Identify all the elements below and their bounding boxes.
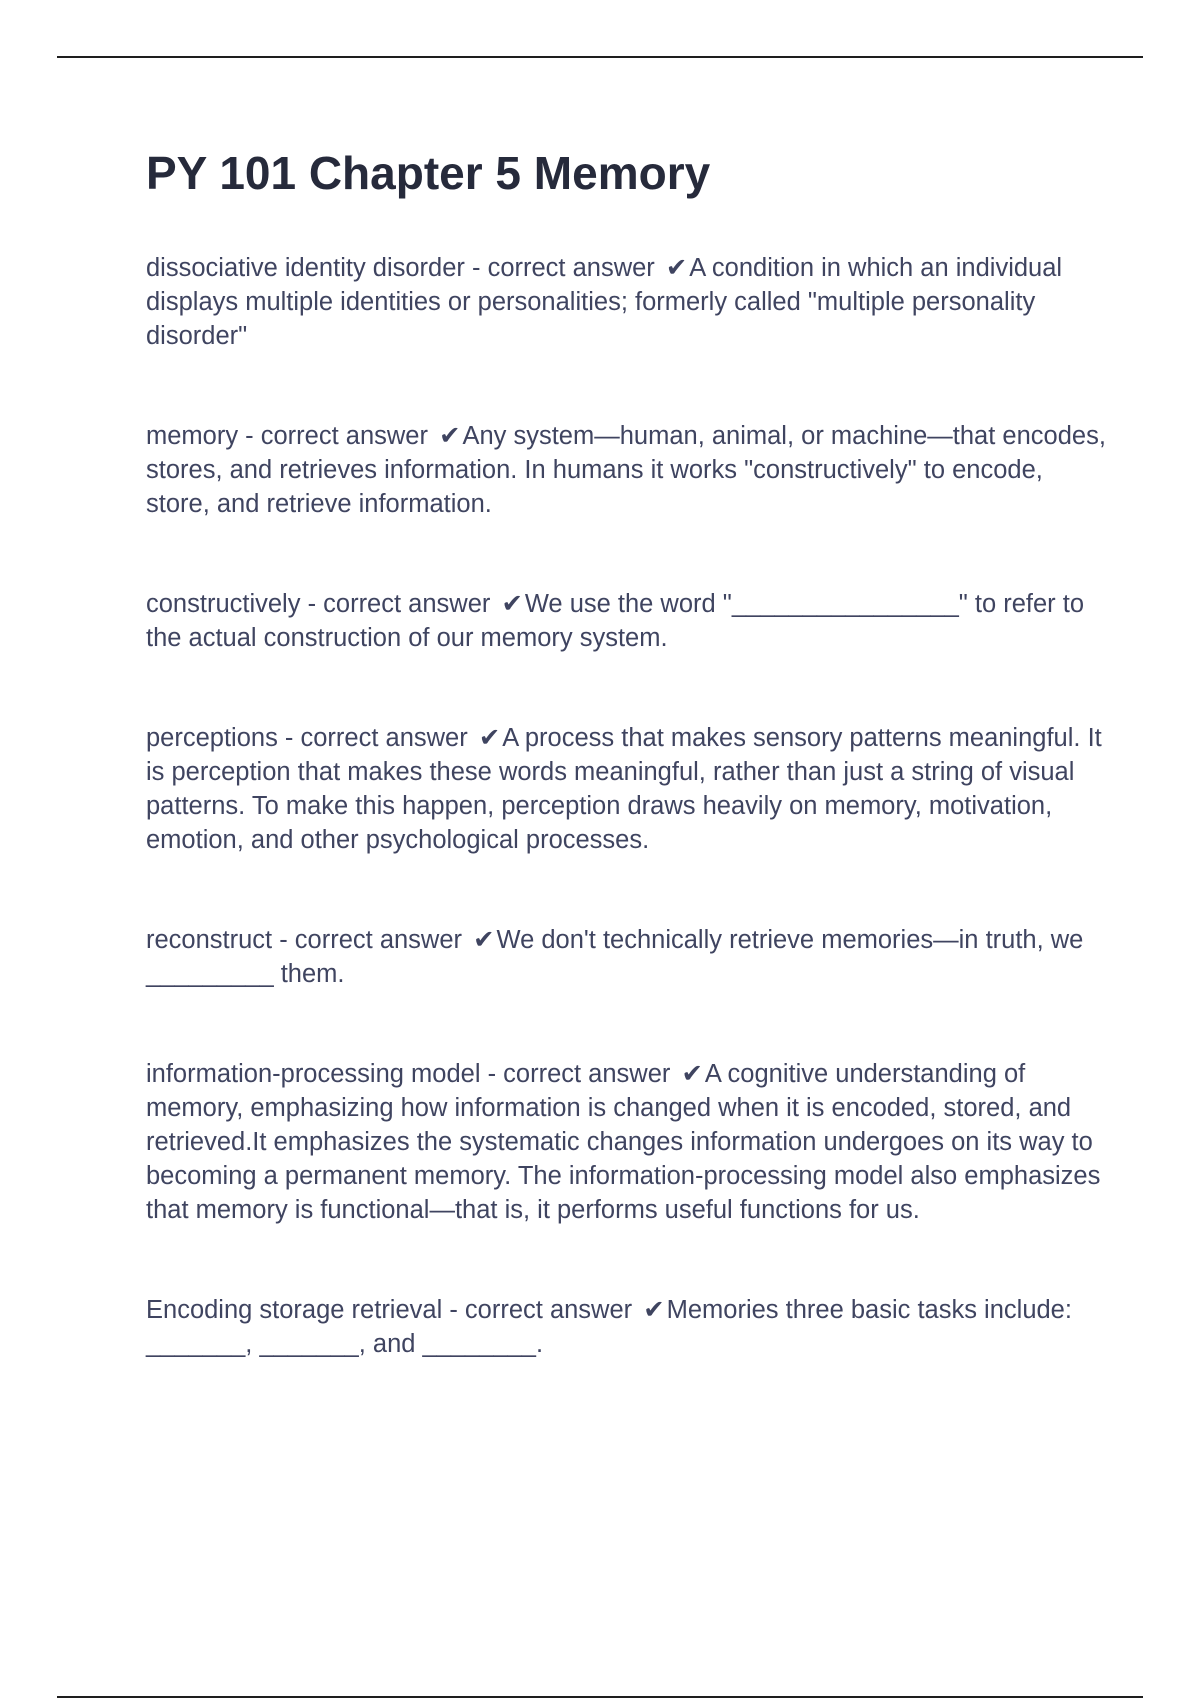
- flashcard-entry: [146, 1293, 1106, 1361]
- checkmark-icon: ✔: [439, 422, 461, 450]
- entry-term: memory: [146, 422, 239, 450]
- entry-term: information-processing model: [146, 1060, 481, 1088]
- checkmark-icon: ✔: [478, 724, 501, 752]
- checkmark-icon: ✔: [501, 590, 523, 618]
- entry-definition: We use the word "________________" to refer to the actual construction of our memory system.: [146, 590, 1085, 652]
- entry-definition: A condition in which an individual displays multiple identities or personalities; formerly called "multiple personality disorder": [146, 254, 1063, 350]
- flashcard-entry: [146, 1057, 1106, 1227]
- document-body: [146, 142, 1106, 1361]
- flashcard-entry: [146, 251, 1106, 353]
- answer-marker: - correct answer: [464, 254, 662, 282]
- flashcard-entry: [146, 923, 1106, 991]
- entry-definition: A process that makes sensory patterns meaningful. It is perception that makes these words meaningful, rather than just a string of visual patterns. To make this happen, perception draws heavily on memory, motivation, emotion, and other psychological processes.: [146, 724, 1102, 854]
- answer-marker: - correct answer: [480, 1060, 678, 1088]
- answer-marker: - correct answer: [442, 1296, 640, 1324]
- entry-term: Encoding storage retrieval: [146, 1296, 443, 1324]
- checkmark-icon: ✔: [681, 1060, 703, 1088]
- answer-marker: - correct answer: [277, 724, 475, 752]
- bottom-rule: [57, 1696, 1143, 1698]
- entry-term: perceptions: [146, 724, 278, 752]
- answer-marker: - correct answer: [272, 926, 470, 954]
- answer-marker: - correct answer: [300, 590, 498, 618]
- answer-marker: - correct answer: [238, 422, 436, 450]
- flashcard-entry: [146, 419, 1106, 521]
- checkmark-icon: ✔: [473, 926, 495, 954]
- entry-definition: We don't technically retrieve memories—in truth, we _________ them.: [146, 926, 1084, 988]
- entry-definition: Any system—human, animal, or machine—that encodes, stores, and retrieves information. In humans it works "constructively" to encode, store, and retrieve information.: [146, 422, 1106, 518]
- document-title: PY 101 Chapter 5 Memory: [146, 147, 711, 199]
- checkmark-icon: ✔: [665, 254, 688, 282]
- flashcard-entry: [146, 587, 1106, 655]
- checkmark-icon: ✔: [643, 1296, 665, 1324]
- entry-definition: Memories three basic tasks include: _______, _______, and ________.: [146, 1296, 1072, 1358]
- top-rule: [57, 56, 1143, 58]
- entry-term: reconstruct: [146, 926, 273, 954]
- entry-term: constructively: [146, 590, 301, 618]
- entry-definition: A cognitive understanding of memory, emphasizing how information is changed when it is encoded, stored, and retrieved.It emphasizes the systematic changes information undergoes on its way to becoming a permanent memory. The information-processing model also emphasizes that memory is functional—that is, it performs useful functions for us.: [146, 1060, 1101, 1224]
- entry-term: dissociative identity disorder: [146, 254, 465, 282]
- flashcard-entry: [146, 721, 1106, 857]
- flashcard-list: [146, 251, 1106, 1361]
